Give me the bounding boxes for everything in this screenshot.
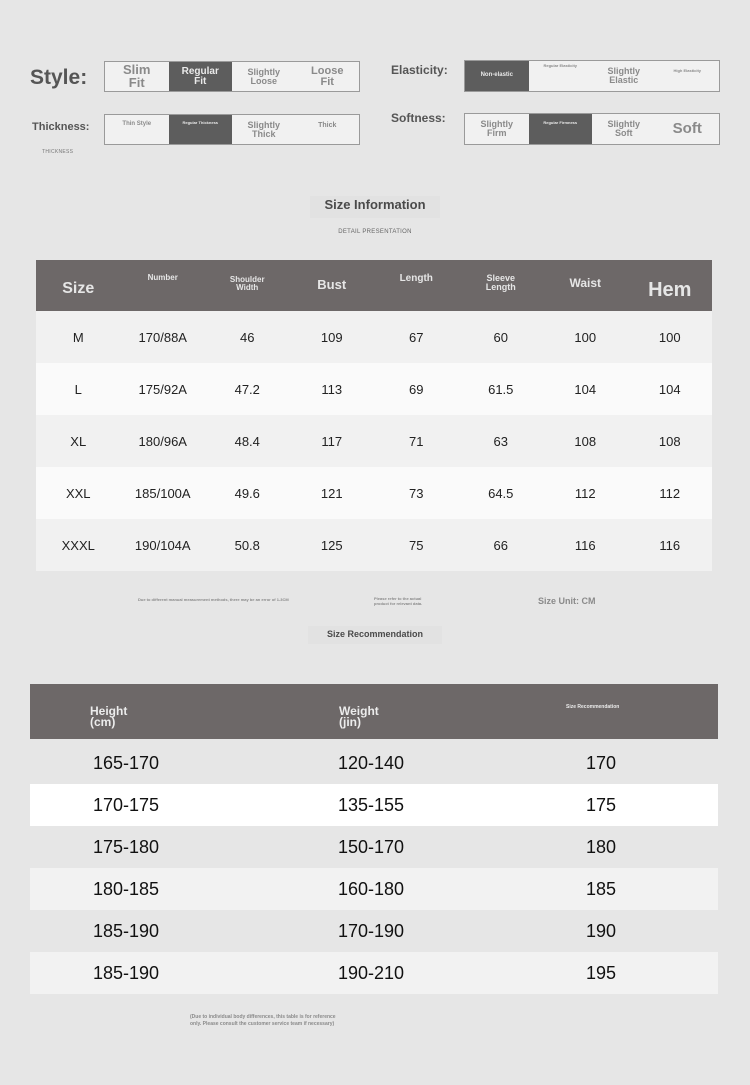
cell-bust: 113: [290, 363, 375, 415]
cell-bust: 109: [290, 311, 375, 363]
table-row: [36, 415, 712, 467]
cell-number: 180/96A: [121, 415, 206, 467]
cell-height: 175-180: [93, 837, 160, 857]
style-option-regular-fit: Regular Fit: [169, 62, 233, 91]
cell-length: 75: [374, 519, 459, 571]
cell-waist: 108: [543, 415, 628, 467]
header-size-recommendation: Size Recommendation: [566, 704, 620, 710]
table-row: [36, 519, 712, 571]
thickness-scale: [104, 114, 360, 145]
elasticity-option-non-elastic: Non-elastic: [465, 61, 529, 91]
table-row: [30, 742, 718, 784]
cell-shoulder-width: 49.6: [205, 467, 290, 519]
thickness-option-slightly-thick: Slightly Thick: [247, 119, 280, 139]
cell-sleeve-length: 64.5: [459, 467, 544, 519]
softness-label: Softness:: [391, 111, 446, 125]
cell-weight: 120-140: [338, 753, 405, 773]
cell-size-recommendation: 190: [586, 921, 617, 941]
cell-size-recommendation: 195: [586, 963, 617, 983]
cell-weight: 135-155: [338, 795, 405, 815]
table-row: [36, 467, 712, 519]
header-hem: Hem: [628, 260, 713, 311]
header-sleeve-length: Sleeve Length: [459, 260, 544, 311]
elasticity-label: Elasticity:: [391, 63, 448, 77]
actual-product-note: Please refer to the actual product for relevant data.: [374, 596, 423, 606]
cell-height: 185-190: [93, 921, 160, 941]
cell-weight: 150-170: [338, 837, 405, 857]
cell-number: 185/100A: [121, 467, 206, 519]
cell-waist: 116: [543, 519, 628, 571]
table-row: [30, 784, 718, 826]
thickness-option-regular: Regular Thickness: [169, 115, 233, 144]
cell-shoulder-width: 48.4: [205, 415, 290, 467]
header-size: Size: [36, 260, 121, 311]
softness-option-slightly-firm: Slightly Firm: [480, 119, 513, 138]
measurement-note: Due to different manual measurement methods, there may be an error of 1-3CM: [138, 597, 289, 602]
size-table-header-row: [36, 260, 712, 311]
size-recommendation-title: Size Recommendation: [308, 626, 442, 644]
cell-shoulder-width: 47.2: [205, 363, 290, 415]
elasticity-option-high: High Elasticity: [673, 68, 702, 73]
elasticity-option-slightly-elastic: Slightly Elastic: [607, 66, 640, 85]
table-row: [30, 868, 718, 910]
header-bust: Bust: [290, 260, 375, 311]
cell-weight: 190-210: [338, 963, 405, 983]
size-unit: Size Unit: CM: [538, 596, 596, 606]
thickness-label: Thickness:: [32, 121, 90, 133]
size-info-table: [36, 260, 712, 571]
cell-height: 165-170: [93, 753, 160, 773]
table-row: [30, 952, 718, 994]
cell-sleeve-length: 61.5: [459, 363, 544, 415]
cell-hem: 116: [628, 519, 713, 571]
header-length: Length: [374, 260, 459, 311]
cell-size-recommendation: 170: [586, 753, 617, 773]
thickness-sublabel: THICKNESS: [42, 149, 74, 155]
cell-hem: 108: [628, 415, 713, 467]
cell-waist: 100: [543, 311, 628, 363]
table-row: [30, 910, 718, 952]
softness-option-regular: Regular Firmness: [529, 114, 593, 144]
cell-sleeve-length: 66: [459, 519, 544, 571]
softness-scale: [464, 113, 720, 145]
cell-length: 69: [374, 363, 459, 415]
thickness-option-thin: Thin Style: [122, 121, 152, 127]
size-info-title: Size Information: [310, 196, 440, 218]
recommendation-header-row: [30, 684, 718, 739]
cell-sleeve-length: 60: [459, 311, 544, 363]
cell-number: 190/104A: [121, 519, 206, 571]
header-shoulder-width: Shoulder Width: [205, 260, 290, 311]
style-option-loose-fit: Loose Fit: [311, 65, 344, 88]
style-scale: [104, 61, 360, 92]
cell-length: 71: [374, 415, 459, 467]
cell-length: 73: [374, 467, 459, 519]
style-option-slightly-loose: Slightly Loose: [247, 66, 280, 86]
cell-hem: 100: [628, 311, 713, 363]
recommendation-note: (Due to individual body differences, this table is for reference only. Please consult the customer service team if necessary): [190, 1014, 336, 1027]
cell-height: 170-175: [93, 795, 160, 815]
softness-option-soft: Soft: [672, 119, 702, 137]
elasticity-option-regular: Regular Elasticity: [543, 63, 578, 68]
cell-shoulder-width: 46: [205, 311, 290, 363]
header-waist: Waist: [543, 260, 628, 311]
cell-number: 170/88A: [121, 311, 206, 363]
cell-size: XXL: [36, 467, 121, 519]
header-number: Number: [121, 260, 206, 311]
header-weight: Weight (jin): [339, 704, 379, 730]
cell-shoulder-width: 50.8: [205, 519, 290, 571]
cell-hem: 112: [628, 467, 713, 519]
cell-number: 175/92A: [121, 363, 206, 415]
cell-size-recommendation: 185: [586, 879, 617, 899]
softness-option-slightly-soft: Slightly Soft: [607, 119, 640, 138]
cell-height: 180-185: [93, 879, 160, 899]
cell-size: XL: [36, 415, 121, 467]
table-row: [30, 826, 718, 868]
cell-bust: 125: [290, 519, 375, 571]
thickness-option-thick: Thick: [318, 122, 337, 129]
size-info-subtitle: DETAIL PRESENTATION: [338, 229, 412, 235]
table-row: [36, 311, 712, 363]
elasticity-scale: [464, 60, 720, 92]
cell-size: L: [36, 363, 121, 415]
cell-height: 185-190: [93, 963, 160, 983]
cell-sleeve-length: 63: [459, 415, 544, 467]
cell-length: 67: [374, 311, 459, 363]
style-option-slim-fit: Slim Fit: [123, 62, 151, 90]
cell-weight: 170-190: [338, 921, 405, 941]
cell-bust: 121: [290, 467, 375, 519]
cell-size-recommendation: 180: [586, 837, 617, 857]
table-row: [36, 363, 712, 415]
cell-size: M: [36, 311, 121, 363]
cell-size-recommendation: 175: [586, 795, 617, 815]
cell-size: XXXL: [36, 519, 121, 571]
header-height: Height (cm): [90, 704, 128, 730]
cell-waist: 112: [543, 467, 628, 519]
cell-waist: 104: [543, 363, 628, 415]
cell-bust: 117: [290, 415, 375, 467]
cell-hem: 104: [628, 363, 713, 415]
style-label: Style:: [30, 66, 88, 89]
cell-weight: 160-180: [338, 879, 405, 899]
